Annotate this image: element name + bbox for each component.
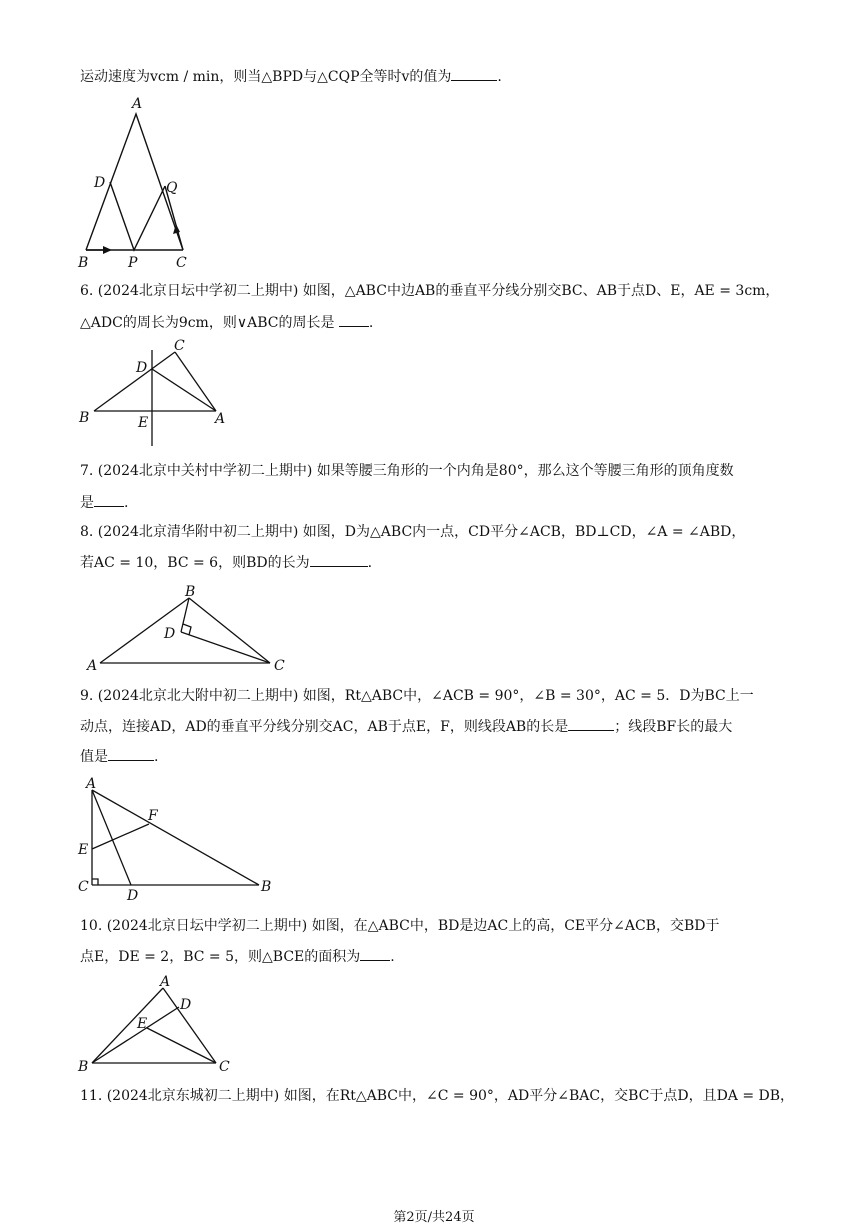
figure-q9 (76, 772, 286, 904)
q9-end: . (154, 749, 159, 765)
label-C: C (274, 658, 285, 674)
q8-end: . (367, 555, 373, 571)
label-D: D (180, 997, 192, 1013)
q7-text: 7. (2024北京中关村中学初二上期中) 如果等腰三角形的一个内角是80°，那么这个等腰三角形的顶角度数 (80, 463, 734, 479)
q10-end: . (390, 949, 395, 965)
q9-text2a: 动点，连接AD，AD的垂直平分线分别交AC，AB于点E，F，则线段AB的长是 (80, 719, 569, 735)
q7-line1 (80, 461, 734, 481)
label-C: C (219, 1059, 230, 1075)
answer-blank (310, 552, 368, 567)
label-C: C (174, 338, 185, 354)
q6-text2: △ADC的周长为9cm，则∨ABC的周长是 (80, 315, 335, 331)
figure-q6 (76, 336, 236, 448)
page-number: 第2页/共24页 (393, 1210, 475, 1225)
q5-end: . (497, 69, 502, 85)
label-E: E (137, 1016, 148, 1032)
answer-blank (360, 946, 390, 961)
q9-line3 (80, 746, 158, 767)
q8-text2: 若AC = 10，BC = 6，则BD的长为 (80, 555, 310, 571)
q10-text2: 点E，DE = 2，BC = 5，则△BCE的面积为 (80, 949, 361, 965)
q8-line2 (80, 552, 372, 573)
label-C: C (176, 255, 187, 271)
q9-line2 (80, 716, 732, 737)
answer-blank (451, 66, 497, 81)
q7-line2 (80, 492, 128, 513)
q8-text: 8. (2024北京清华附中初二上期中) 如图，D为△ABC内一点，CD平分∠ACB，BD⊥CD，∠A = ∠ABD， (80, 524, 746, 540)
q5-line1 (80, 66, 502, 87)
q6-text: 6. (2024北京日坛中学初二上期中) 如图，△ABC中边AB的垂直平分线分别交BC、AB于点D、E，AE = 3cm， (80, 283, 780, 299)
label-Q: Q (166, 180, 178, 196)
q9-text2b: ；线段BF长的最大 (614, 719, 733, 735)
q5-text: 运动速度为vcm / min，则当△BPD与△CQP全等时v的值为 (80, 69, 452, 85)
answer-blank (94, 492, 124, 507)
q7-text2: 是 (80, 495, 94, 511)
label-P: P (128, 255, 138, 271)
label-A: A (132, 96, 143, 112)
q9-text3: 值是 (80, 749, 108, 765)
label-E: E (78, 842, 89, 858)
figure-q10 (76, 970, 246, 1078)
label-D: D (127, 888, 139, 904)
q10-text: 10. (2024北京日坛中学初二上期中) 如图，在△ABC中，BD是边AC上的高，CE平分∠ACB，交BD于 (80, 918, 720, 934)
label-F: F (148, 808, 158, 824)
figure-q5 (70, 90, 210, 275)
q10-line1 (80, 916, 719, 936)
q6-line1 (80, 281, 779, 301)
q9-line1 (80, 686, 754, 706)
label-D: D (94, 175, 106, 191)
q10-line2 (80, 946, 395, 967)
answer-blank (568, 716, 614, 731)
label-B: B (185, 584, 196, 600)
label-E: E (138, 415, 149, 431)
q11-line1 (80, 1086, 794, 1106)
q6-end: . (368, 315, 374, 331)
answer-blank (339, 312, 369, 327)
q6-line2 (80, 312, 373, 333)
label-A: A (160, 974, 171, 990)
label-B: B (79, 410, 90, 426)
answer-blank (108, 746, 154, 761)
label-C: C (78, 879, 89, 895)
q8-line1 (80, 522, 745, 542)
label-D: D (164, 626, 176, 642)
label-A: A (215, 411, 226, 427)
figure-q8 (84, 580, 294, 675)
label-B: B (78, 255, 89, 271)
label-A: A (87, 658, 98, 674)
q11-text: 11. (2024北京东城初二上期中) 如图，在Rt△ABC中，∠C = 90°，AD平分∠BAC，交BC于点D，且DA = DB， (80, 1088, 795, 1104)
q9-text: 9. (2024北京北大附中初二上期中) 如图，Rt△ABC中，∠ACB = 90°，∠B = 30°，AC = 5．D为BC上一 (80, 688, 754, 704)
q7-end: . (124, 495, 129, 511)
label-B: B (261, 879, 272, 895)
label-A: A (86, 776, 97, 792)
label-B: B (78, 1059, 89, 1075)
label-D: D (136, 360, 148, 376)
